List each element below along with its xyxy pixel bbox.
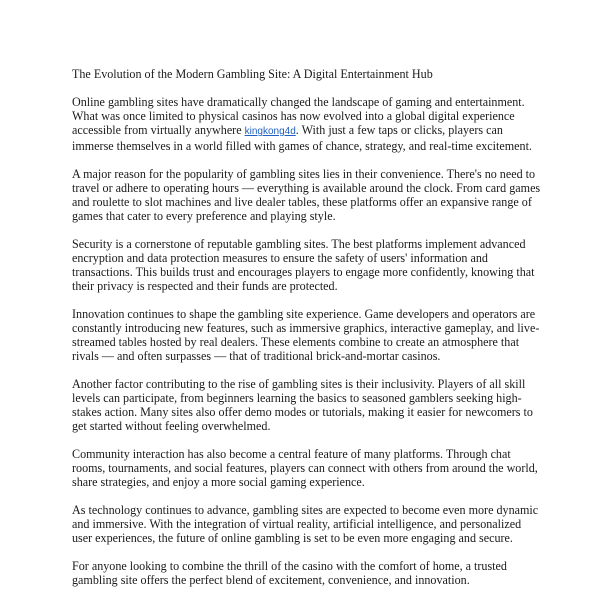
paragraph-intro-text-before: Online gambling sites have dramatically changed the landscape of gaming and entertainment. What was once limited to physical casinos has now evolved into a global digital experience accessible from virtually anywhere [72, 95, 525, 137]
kingkong4d-link[interactable]: kingkong4d [244, 126, 296, 137]
paragraph-inclusivity: Another factor contributing to the rise of gambling sites is their inclusivity. Players of all skill levels can participate, from beginners learning the basics to seasoned gamblers seeking high-stakes action. Many sites also offer demo modes or tutorials, making it easier for newcomers to get started without feeling overwhelmed. [72, 377, 533, 433]
paragraph-intro [72, 95, 542, 153]
paragraph-future: As technology continues to advance, gambling sites are expected to become even more dynamic and immersive. With the integration of virtual reality, artificial intelligence, and personalized user experiences, the future of online gambling is set to be even more engaging and secure. [72, 503, 539, 545]
paragraph-convenience: A major reason for the popularity of gambling sites lies in their convenience. There's no need to travel or adhere to operating hours — everything is available around the clock. From card games and roulette to slot machines and live dealer tables, these platforms offer an expansive range of games that cater to every preference and playing style. [72, 167, 541, 223]
paragraph-conclusion: For anyone looking to combine the thrill of the casino with the comfort of home, a trusted gambling site offers the perfect blend of excitement, convenience, and innovation. [72, 559, 507, 587]
paragraph-community: Community interaction has also become a central feature of many platforms. Through chat rooms, tournaments, and social features, players can connect with others from around the world, share strategies, and enjoy a more social gaming experience. [72, 447, 538, 489]
paragraph-innovation: Innovation continues to shape the gambling site experience. Game developers and operators are constantly introducing new features, such as immersive graphics, interactive gameplay, and live-streamed tables hosted by real dealers. These elements combine to create an atmosphere that rivals — and often surpasses — that of traditional brick-and-mortar casinos. [72, 307, 540, 363]
document-title: The Evolution of the Modern Gambling Site: A Digital Entertainment Hub [72, 67, 433, 81]
paragraph-security: Security is a cornerstone of reputable gambling sites. The best platforms implement advanced encryption and data protection measures to ensure the safety of users' information and transactions. This builds trust and encourages players to engage more confidently, knowing that their privacy is respected and their funds are protected. [72, 237, 535, 293]
document-page [72, 67, 542, 601]
paragraph-intro-text-after: . With just a few taps or clicks, players can immerse themselves in a world filled with games of chance, strategy, and real-time excitement. [72, 123, 532, 153]
